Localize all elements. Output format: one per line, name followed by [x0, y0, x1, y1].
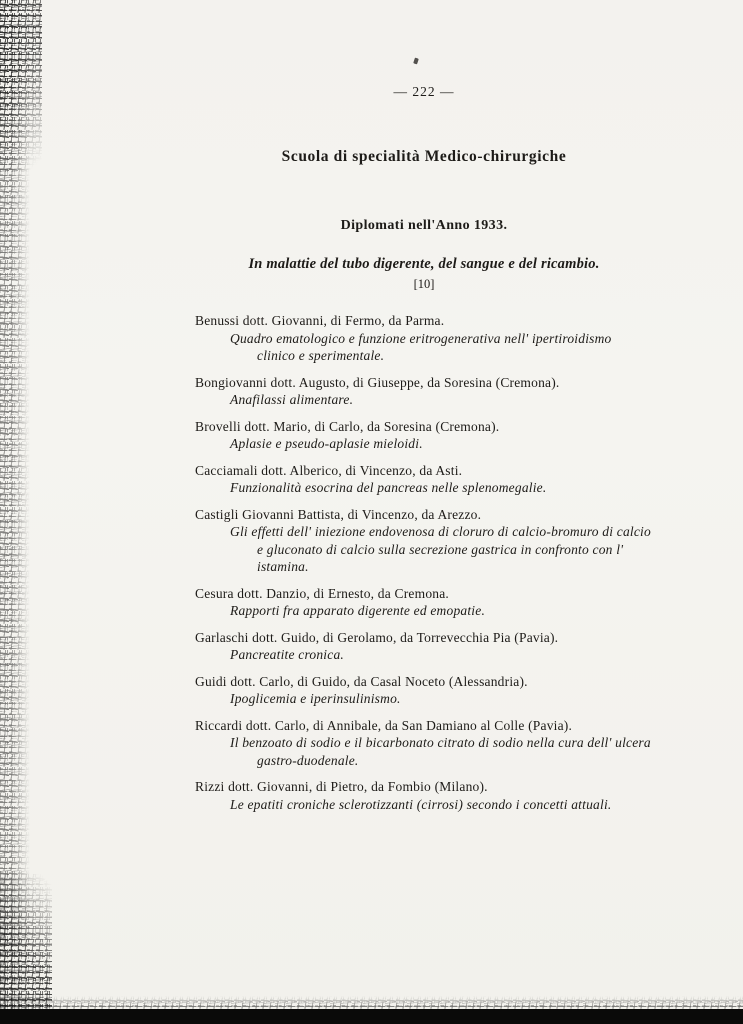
- graduate-entry: [195, 506, 653, 576]
- thesis-title: Anafilassi alimentare.: [230, 392, 354, 407]
- graduate-entry: [195, 418, 653, 453]
- graduate-entry: [195, 374, 653, 409]
- graduate-entry: [195, 462, 653, 497]
- graduate-name: Benussi dott. Giovanni, di Fermo, da Parma.: [195, 313, 445, 328]
- thesis-title: Il benzoato di sodio e il bicarbonato citrato di sodio nella cura dell' ulcera gastro-duodenale.: [230, 735, 651, 768]
- graduate-name: Castigli Giovanni Battista, di Vincenzo, da Arezzo.: [195, 506, 482, 522]
- thesis-title: Aplasie e pseudo-aplasie mieloidi.: [230, 436, 423, 451]
- graduate-name: Cacciamali dott. Alberico, di Vincenzo, da Asti.: [195, 462, 463, 478]
- graduate-name: Riccardi dott. Carlo, di Annibale, da San Damiano al Colle (Pavia).: [195, 717, 573, 733]
- graduate-entry: [195, 717, 653, 770]
- scan-bottom-edge-bar: [0, 1009, 743, 1024]
- page-number: — 222 —: [393, 84, 455, 99]
- thesis-title: Quadro ematologico e funzione eritrogenerativa nell' ipertiroidismo clinico e sperimentale.: [230, 330, 612, 363]
- thesis-title: Le epatiti croniche sclerotizzanti (cirrosi) secondo i concetti attuali.: [230, 796, 612, 812]
- thesis-title: Gli effetti dell' iniezione endovenosa di cloruro di calcio-bromuro di calcio e gluconato di calcio sulla secrezione gastrica in confronto con l' istamina.: [230, 524, 651, 574]
- graduate-name: Bongiovanni dott. Augusto, di Giuseppe, da Soresina (Cremona).: [195, 374, 560, 390]
- graduate-entry: [195, 312, 653, 365]
- graduate-entry: [195, 629, 653, 664]
- graduate-name: Garlaschi dott. Guido, di Gerolamo, da Torrevecchia Pia (Pavia).: [195, 629, 559, 645]
- graduate-name: Brovelli dott. Mario, di Carlo, da Soresina (Cremona).: [195, 418, 500, 434]
- scan-top-left-corner-artifact: [0, 0, 42, 170]
- graduate-name: Cesura dott. Danzio, di Ernesto, da Cremona.: [195, 585, 449, 601]
- entry-count: [10]: [413, 277, 435, 291]
- thesis-title: Ipoglicemia e iperinsulinismo.: [230, 691, 401, 706]
- thesis-title: Funzionalità esocrina del pancreas nelle splenomegalie.: [230, 480, 547, 495]
- graduate-list: [195, 312, 653, 813]
- year-heading: Diplomati nell'Anno 1933.: [340, 218, 508, 233]
- specialty-heading: In malattie del tubo digerente, del sangue e del ricambio.: [248, 256, 600, 272]
- graduate-entry: [195, 673, 653, 708]
- scan-bottom-noise-artifact: [0, 996, 743, 1010]
- graduate-entry: [195, 778, 653, 813]
- graduate-name: Rizzi dott. Giovanni, di Pietro, da Fombio (Milano).: [195, 779, 488, 794]
- graduate-entry: [195, 585, 653, 620]
- thesis-title: Pancreatite cronica.: [230, 647, 344, 662]
- graduate-name: Guidi dott. Carlo, di Guido, da Casal Noceto (Alessandria).: [195, 673, 528, 689]
- thesis-title: Rapporti fra apparato digerente ed emopatie.: [230, 603, 486, 618]
- page-content: [195, 0, 653, 822]
- school-title: Scuola di specialità Medico-chirurgiche: [281, 148, 567, 165]
